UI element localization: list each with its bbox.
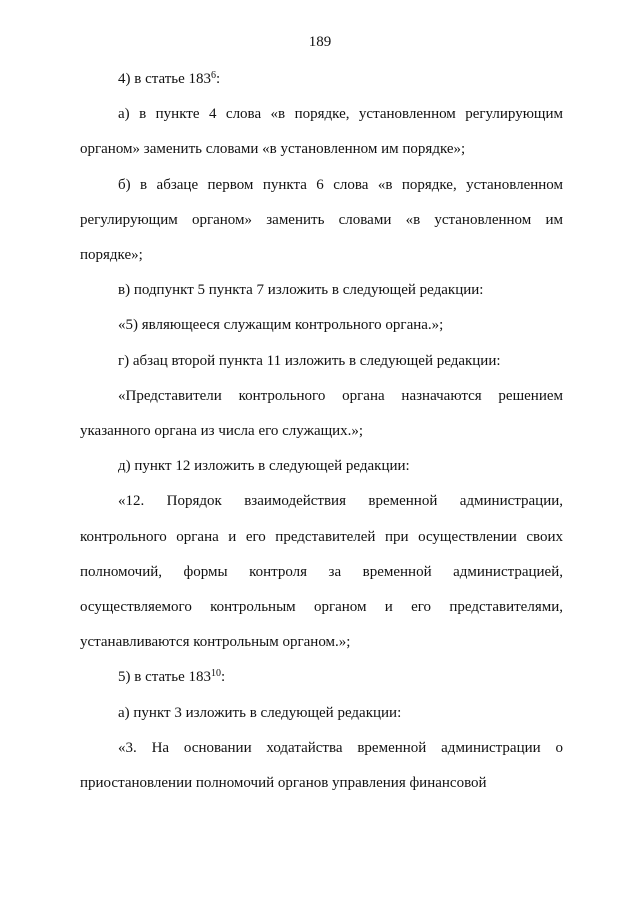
paragraph-item-5 xyxy=(80,660,563,695)
paragraph-quote-3: «3. На основании ходатайства временной администрации о приостановлении полномочий органов управления финансовой xyxy=(80,739,563,792)
paragraph-text: 4) в статье 183 xyxy=(118,71,212,87)
paragraph-item-4 xyxy=(80,62,563,97)
paragraph-subitem-b: б) в абзаце первом пункта 6 слова «в порядке, установленном регулирующим органом» заменить словами «в установленном им порядке»; xyxy=(80,176,563,264)
paragraph-subitem-g: г) абзац второй пункта 11 изложить в следующей редакции: xyxy=(118,352,501,369)
paragraph-quote-5: «5) являющееся служащим контрольного органа.»; xyxy=(118,317,444,334)
paragraph-quote-representatives: «Представители контрольного органа назначаются решением указанного органа из числа его служащих.»; xyxy=(80,387,563,440)
paragraph-subitem-a-2: а) пункт 3 изложить в следующей редакции: xyxy=(118,704,402,721)
paragraph-subitem-v: в) подпункт 5 пункта 7 изложить в следующей редакции: xyxy=(118,282,484,299)
page-number: 189 xyxy=(308,34,332,50)
paragraph-subitem-a: а) в пункте 4 слова «в порядке, установленном регулирующим органом» заменить словами «в установленном им порядке»; xyxy=(80,106,563,158)
paragraph-tail: : xyxy=(216,71,221,87)
document-body xyxy=(80,62,563,801)
paragraph-tail: : xyxy=(221,669,226,686)
article-superscript: 6 xyxy=(211,70,217,81)
paragraph-text: 5) в статье 183 xyxy=(118,669,212,686)
paragraph-quote-12: «12. Порядок взаимодействия временной администрации, контрольного органа и его представителей при осуществлении своих полномочий, формы контроля за временной администрацией, осуществляемого контрольным органом и его представителями, устанавливаются контрольным органом.»; xyxy=(80,493,563,651)
paragraph-subitem-d: д) пункт 12 изложить в следующей редакции: xyxy=(118,458,410,475)
article-superscript: 10 xyxy=(211,668,222,680)
